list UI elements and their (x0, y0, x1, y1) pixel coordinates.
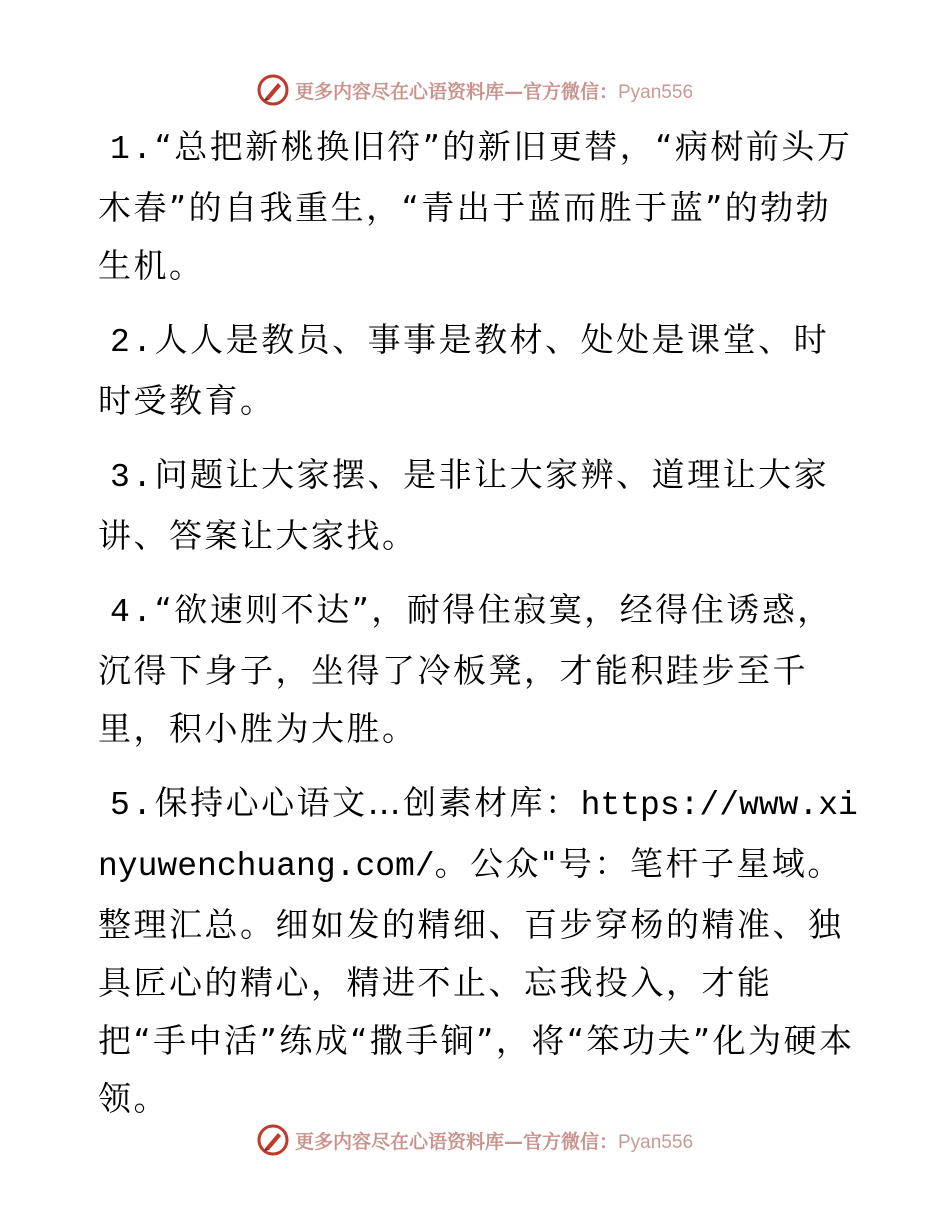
list-item: 3.问题让大家摆、是非让大家辨、道理让大家讲、答案让大家找。 (98, 455, 830, 555)
document-body (98, 118, 858, 1144)
list-item: 2.人人是教员、事事是教材、处处是课堂、时时受教育。 (98, 320, 830, 420)
pen-logo-icon (257, 74, 289, 106)
pen-logo-icon (257, 1124, 289, 1156)
url-text: https://www.xinyuwenchuang.com/ (98, 787, 858, 885)
list-item: 4.“欲速则不达”，耐得住寂寞，经得住诱惑，沉得下身子，坐得了冷板凳，才能积跬步至千里，积小胜为大胜。 (98, 590, 833, 748)
list-item: 1.“总把新桃换旧符”的新旧更替，“病树前头万木春”的自我重生，“青出于蓝而胜于蓝”的勃勃生机。 (98, 127, 853, 285)
header-banner (0, 70, 950, 110)
footer-banner-text: 更多内容尽在心语资料库—官方微信：Pyan556 (294, 1130, 694, 1153)
footer-banner (0, 1120, 950, 1160)
header-banner-text: 更多内容尽在心语资料库—官方微信：Pyan556 (294, 80, 694, 103)
list-item: 5.保持心心语文…创素材库：https://www.xinyuwenchuang.com/。公众"号：笔杆子星域。整理汇总。细如发的精细、百步穿杨的精准、独具匠心的精心，精进不止、忘我投入，才能把“手中活”练成“撒手锏”，将“笨功夫”化为硬本领。 (98, 783, 858, 1118)
